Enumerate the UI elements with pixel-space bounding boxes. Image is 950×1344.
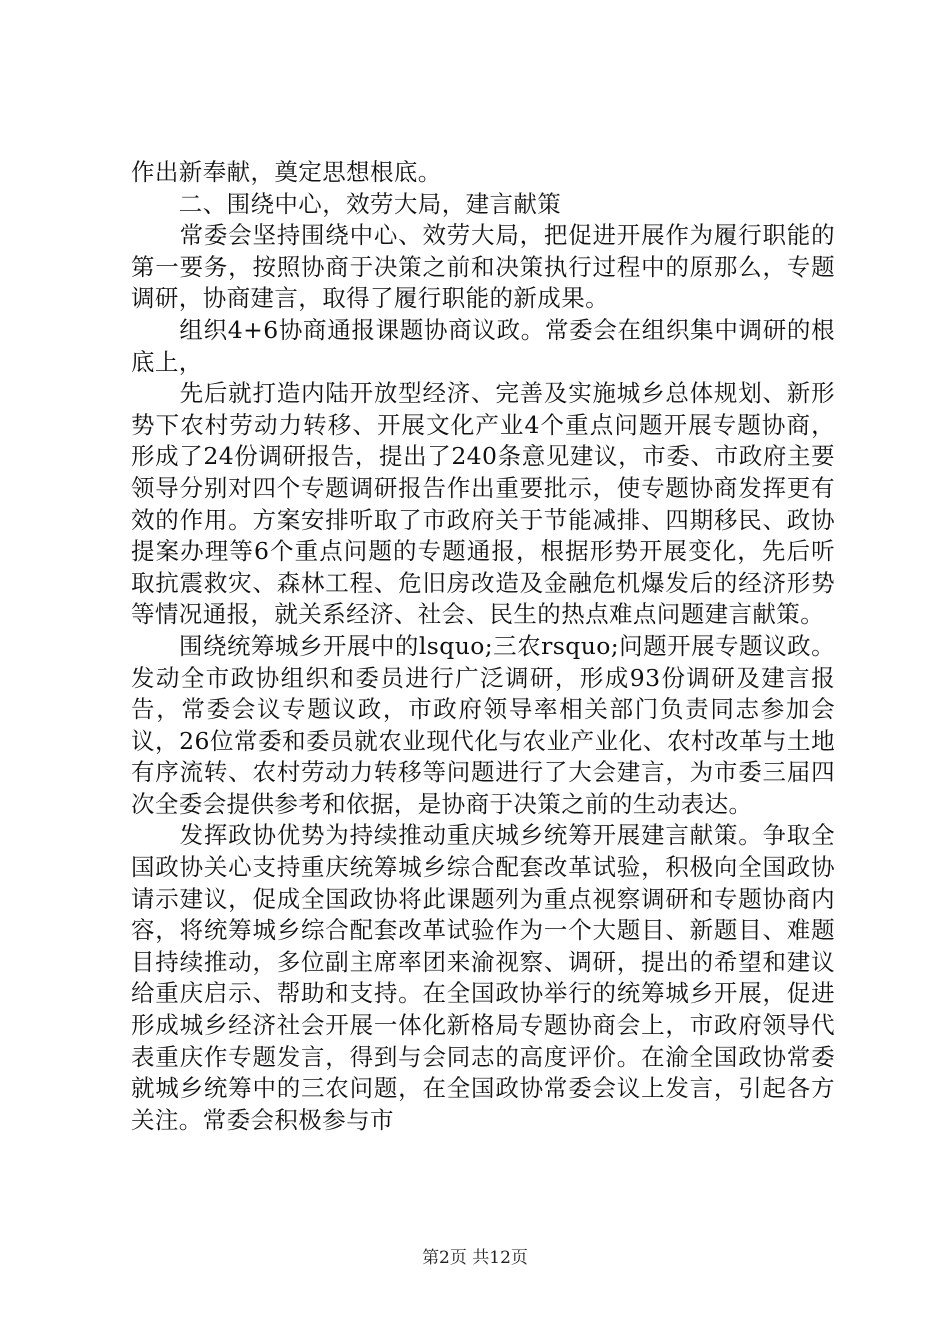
paragraph-4: 组织4+6协商通报课题协商议政。常委会在组织集中调研的根底上， <box>131 315 835 376</box>
paragraph-2-heading: 二、围绕中心，效劳大局，建言献策 <box>131 189 562 218</box>
paragraph-1: 作出新奉献，奠定思想根底。 <box>131 158 442 186</box>
paragraph-5: 先后就打造内陆开放型经济、完善及实施城乡总体规划、新形势下农村劳动力转移、开展文化产业4个重点问题开展专题协商，形成了24份调研报告，提出了240条意见建议，市委、市政府主要领导分别对四个专题调研报告作出重要批示，使专题协商发挥更有效的作用。方案安排听取了市政府关于节能减排、四期移民、政协提案办理等6个重点问题的专题通报，根据形势开展变化，先后听取抗震救灾、森林工程、危旧房改造及金融危机爆发后的经济形势等情况通报，就关系经济、社会、民生的热点难点问题建言献策。 <box>131 379 835 629</box>
paragraph-3: 常委会坚持围绕中心、效劳大局，把促进开展作为履行职能的第一要务，按照协商于决策之前和决策执行过程中的原那么，专题调研，协商建言，取得了履行职能的新成果。 <box>131 221 835 313</box>
paragraph-7: 发挥政协优势为持续推动重庆城乡统筹开展建言献策。争取全国政协关心支持重庆统筹城乡综合配套改革试验，积极向全国政协请示建议，促成全国政协将此课题列为重点视察调研和专题协商内容，将统筹城乡综合配套改革试验作为一个大题目、新题目、难题目持续推动，多位副主席率团来渝视察、调研，提出的希望和建议给重庆启示、帮助和支持。在全国政协举行的统筹城乡开展，促进形成城乡经济社会开展一体化新格局专题协商会上，市政府领导代表重庆作专题发言，得到与会同志的高度评价。在渝全国政协常委就城乡统筹中的三农问题，在全国政协常委会议上发言，引起各方关注。常委会积极参与市 <box>131 821 835 1134</box>
document-body <box>131 157 835 1136</box>
paragraph-6: 围绕统筹城乡开展中的lsquo;三农rsquo;问题开展专题议政。发动全市政协组织和委员进行广泛调研，形成93份调研及建言报告，常委会议专题议政，市政府领导率相关部门负责同志参加会议，26位常委和委员就农业现代化与农业产业化、农村改革与土地有序流转、农村劳动力转移等问题进行了大会建言，为市委三届四次全委会提供参考和依据，是协商于决策之前的生动表达。 <box>131 631 835 818</box>
page-footer: 第2页 共12页 <box>422 1248 528 1268</box>
